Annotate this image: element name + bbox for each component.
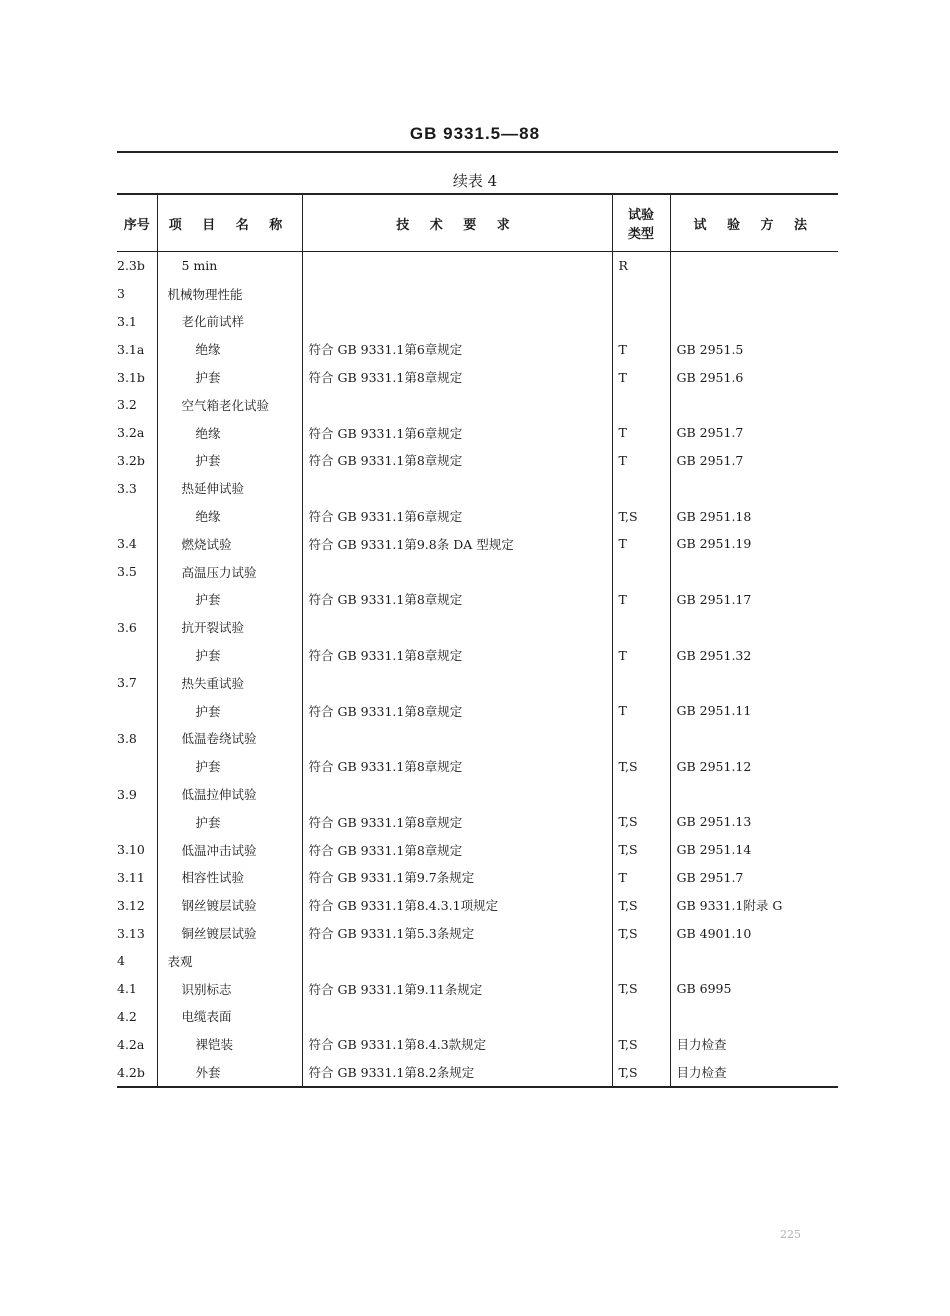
cell-item-name: 钢丝镀层试验 [157, 891, 302, 919]
cell-test-type: T,S [612, 1058, 670, 1087]
cell-seq [117, 697, 157, 725]
cell-test-type: T [612, 530, 670, 558]
cell-item-name: 护套 [157, 697, 302, 725]
cell-method [670, 474, 838, 502]
table-row [117, 919, 838, 947]
cell-method: GB 2951.11 [670, 697, 838, 725]
cell-test-type: T [612, 447, 670, 475]
cell-seq: 4.2 [117, 1008, 137, 1024]
cell-test-type: T,S [612, 891, 670, 919]
cell-item-name: 护套 [157, 752, 302, 780]
table-row [117, 586, 838, 614]
table-row [117, 808, 838, 836]
cell-item-name: 机械物理性能 [157, 280, 302, 308]
cell-method: 目力检查 [670, 1058, 838, 1087]
table-row [117, 252, 838, 280]
cell-test-type [612, 613, 670, 641]
cell-seq: 3.1b [117, 369, 145, 385]
cell-item-name: 燃烧试验 [157, 530, 302, 558]
cell-requirement [302, 391, 612, 419]
cell-requirement [302, 613, 612, 641]
cell-seq: 3.1a [117, 341, 145, 357]
cell-requirement: 符合 GB 9331.1第6章规定 [302, 419, 612, 447]
cell-seq [117, 808, 157, 836]
cell-seq: 3 [117, 286, 125, 302]
table-row [117, 558, 838, 586]
cell-method: 目力检查 [670, 1030, 838, 1058]
table-row [117, 363, 838, 391]
table-row [117, 697, 838, 725]
cell-seq: 3.5 [117, 564, 137, 580]
table-row [117, 725, 838, 753]
cell-test-type [612, 947, 670, 975]
cell-test-type: T,S [612, 808, 670, 836]
cell-method [670, 1003, 838, 1031]
cell-seq: 3.9 [117, 786, 137, 802]
cell-test-type [612, 391, 670, 419]
cell-method: GB 2951.7 [670, 419, 838, 447]
cell-item-name: 外套 [157, 1058, 302, 1087]
cell-item-name: 护套 [157, 363, 302, 391]
cell-method: GB 2951.5 [670, 335, 838, 363]
cell-seq: 3.3 [117, 480, 137, 496]
cell-item-name: 绝缘 [157, 419, 302, 447]
col-header-method: 试 验 方 法 [670, 194, 838, 252]
cell-seq: 3.8 [117, 730, 137, 746]
cell-requirement: 符合 GB 9331.1第8章规定 [302, 697, 612, 725]
cell-item-name: 绝缘 [157, 502, 302, 530]
cell-test-type: T,S [612, 502, 670, 530]
cell-test-type: T [612, 363, 670, 391]
cell-test-type [612, 1003, 670, 1031]
cell-seq: 3.2 [117, 397, 137, 413]
cell-requirement: 符合 GB 9331.1第6章规定 [302, 335, 612, 363]
cell-requirement [302, 780, 612, 808]
cell-seq: 4.1 [117, 981, 137, 997]
table-row [117, 780, 838, 808]
cell-item-name: 识别标志 [157, 975, 302, 1003]
table-header-row [117, 194, 838, 252]
cell-item-name: 护套 [157, 641, 302, 669]
cell-item-name: 护套 [157, 808, 302, 836]
cell-test-type [612, 780, 670, 808]
cell-item-name: 铜丝镀层试验 [157, 919, 302, 947]
cell-seq: 2.3b [117, 258, 145, 274]
cell-requirement: 符合 GB 9331.1第8.4.3款规定 [302, 1030, 612, 1058]
table-row [117, 669, 838, 697]
cell-method: GB 4901.10 [670, 919, 838, 947]
cell-seq [117, 502, 157, 530]
cell-item-name: 热失重试验 [157, 669, 302, 697]
cell-requirement: 符合 GB 9331.1第9.11条规定 [302, 975, 612, 1003]
cell-method [670, 613, 838, 641]
test-items-table [117, 193, 838, 1088]
cell-item-name: 低温冲击试验 [157, 836, 302, 864]
cell-seq: 3.12 [117, 897, 145, 913]
cell-method [670, 252, 838, 280]
cell-method: GB 2951.14 [670, 836, 838, 864]
cell-requirement [302, 252, 612, 280]
cell-item-name: 护套 [157, 447, 302, 475]
table-row [117, 1003, 838, 1031]
cell-requirement [302, 1003, 612, 1031]
cell-seq: 3.2a [117, 425, 145, 441]
cell-requirement: 符合 GB 9331.1第8章规定 [302, 641, 612, 669]
cell-test-type [612, 474, 670, 502]
cell-test-type [612, 308, 670, 336]
table-row [117, 752, 838, 780]
cell-method: GB 2951.32 [670, 641, 838, 669]
cell-requirement [302, 725, 612, 753]
cell-requirement: 符合 GB 9331.1第8章规定 [302, 836, 612, 864]
cell-requirement [302, 558, 612, 586]
cell-requirement [302, 280, 612, 308]
table-row [117, 419, 838, 447]
cell-method [670, 558, 838, 586]
cell-test-type [612, 280, 670, 308]
cell-item-name: 高温压力试验 [157, 558, 302, 586]
cell-test-type: T [612, 586, 670, 614]
cell-method: GB 2951.12 [670, 752, 838, 780]
cell-requirement [302, 474, 612, 502]
cell-item-name: 热延伸试验 [157, 474, 302, 502]
cell-test-type: T [612, 419, 670, 447]
cell-item-name: 5 min [157, 252, 302, 280]
page-number: 225 [780, 1228, 801, 1241]
table-row [117, 502, 838, 530]
cell-method: GB 2951.7 [670, 447, 838, 475]
cell-seq: 3.10 [117, 842, 145, 858]
table-row [117, 447, 838, 475]
cell-requirement: 符合 GB 9331.1第8章规定 [302, 752, 612, 780]
cell-test-type: R [612, 252, 670, 280]
cell-item-name: 相容性试验 [157, 864, 302, 892]
cell-requirement: 符合 GB 9331.1第8章规定 [302, 586, 612, 614]
cell-method [670, 780, 838, 808]
cell-requirement: 符合 GB 9331.1第9.7条规定 [302, 864, 612, 892]
cell-test-type: T [612, 864, 670, 892]
cell-requirement: 符合 GB 9331.1第8.4.3.1项规定 [302, 891, 612, 919]
cell-requirement [302, 947, 612, 975]
cell-method: GB 6995 [670, 975, 838, 1003]
table-row [117, 391, 838, 419]
table-row [117, 308, 838, 336]
cell-item-name: 电缆表面 [157, 1003, 302, 1031]
cell-method: GB 2951.7 [670, 864, 838, 892]
cell-requirement: 符合 GB 9331.1第9.8条 DA 型规定 [302, 530, 612, 558]
cell-item-name: 空气箱老化试验 [157, 391, 302, 419]
table-row [117, 641, 838, 669]
cell-test-type: T,S [612, 752, 670, 780]
cell-seq: 4 [117, 953, 125, 969]
cell-seq [117, 641, 157, 669]
cell-method: GB 2951.17 [670, 586, 838, 614]
cell-test-type: T,S [612, 1030, 670, 1058]
cell-method: GB 9331.1附录 G [670, 891, 838, 919]
table-row [117, 474, 838, 502]
cell-requirement: 符合 GB 9331.1第5.3条规定 [302, 919, 612, 947]
cell-seq: 3.2b [117, 452, 145, 468]
cell-test-type: T,S [612, 975, 670, 1003]
cell-method [670, 725, 838, 753]
table-row [117, 891, 838, 919]
cell-method [670, 280, 838, 308]
cell-seq: 3.7 [117, 675, 137, 691]
cell-item-name: 抗开裂试验 [157, 613, 302, 641]
cell-test-type [612, 725, 670, 753]
cell-method: GB 2951.13 [670, 808, 838, 836]
cell-requirement: 符合 GB 9331.1第6章规定 [302, 502, 612, 530]
cell-item-name: 低温卷绕试验 [157, 725, 302, 753]
cell-method [670, 669, 838, 697]
cell-seq: 4.2a [117, 1036, 145, 1052]
cell-item-name: 裸铠装 [157, 1030, 302, 1058]
cell-test-type: T [612, 697, 670, 725]
cell-item-name: 护套 [157, 586, 302, 614]
table-row [117, 836, 838, 864]
cell-test-type: T [612, 335, 670, 363]
cell-item-name: 绝缘 [157, 335, 302, 363]
cell-seq [117, 752, 157, 780]
cell-test-type: T,S [612, 919, 670, 947]
table-row [117, 613, 838, 641]
cell-requirement [302, 308, 612, 336]
table-row [117, 975, 838, 1003]
cell-seq: 4.2b [117, 1058, 157, 1087]
cell-method: GB 2951.19 [670, 530, 838, 558]
cell-seq [117, 586, 157, 614]
table-row [117, 530, 838, 558]
cell-requirement: 符合 GB 9331.1第8章规定 [302, 447, 612, 475]
col-header-name: 项 目 名 称 [157, 194, 302, 252]
table-row [117, 280, 838, 308]
cell-seq: 3.4 [117, 536, 137, 552]
cell-test-type: T,S [612, 836, 670, 864]
cell-item-name: 表观 [157, 947, 302, 975]
cell-method: GB 2951.6 [670, 363, 838, 391]
cell-method [670, 947, 838, 975]
cell-seq: 3.1 [117, 313, 137, 329]
cell-seq: 3.11 [117, 869, 145, 885]
cell-item-name: 老化前试样 [157, 308, 302, 336]
table-row [117, 864, 838, 892]
cell-method [670, 391, 838, 419]
table-row [117, 947, 838, 975]
table-caption: 续表 4 [452, 172, 498, 190]
cell-test-type [612, 669, 670, 697]
cell-requirement: 符合 GB 9331.1第8章规定 [302, 363, 612, 391]
cell-test-type: T [612, 641, 670, 669]
cell-seq: 3.6 [117, 619, 137, 635]
col-header-requirement: 技 术 要 求 [302, 194, 612, 252]
col-header-test-type: 试验 类型 [612, 194, 670, 252]
table-row [117, 335, 838, 363]
cell-requirement: 符合 GB 9331.1第8章规定 [302, 808, 612, 836]
cell-method: GB 2951.18 [670, 502, 838, 530]
cell-test-type [612, 558, 670, 586]
cell-requirement [302, 669, 612, 697]
header-rule [117, 151, 838, 153]
cell-item-name: 低温拉伸试验 [157, 780, 302, 808]
cell-seq: 3.13 [117, 925, 145, 941]
table-row [117, 1058, 838, 1087]
cell-method [670, 308, 838, 336]
col-header-seq: 序号 [117, 194, 157, 252]
standard-code: GB 9331.5—88 [409, 124, 541, 143]
cell-requirement: 符合 GB 9331.1第8.2条规定 [302, 1058, 612, 1087]
table-row [117, 1030, 838, 1058]
